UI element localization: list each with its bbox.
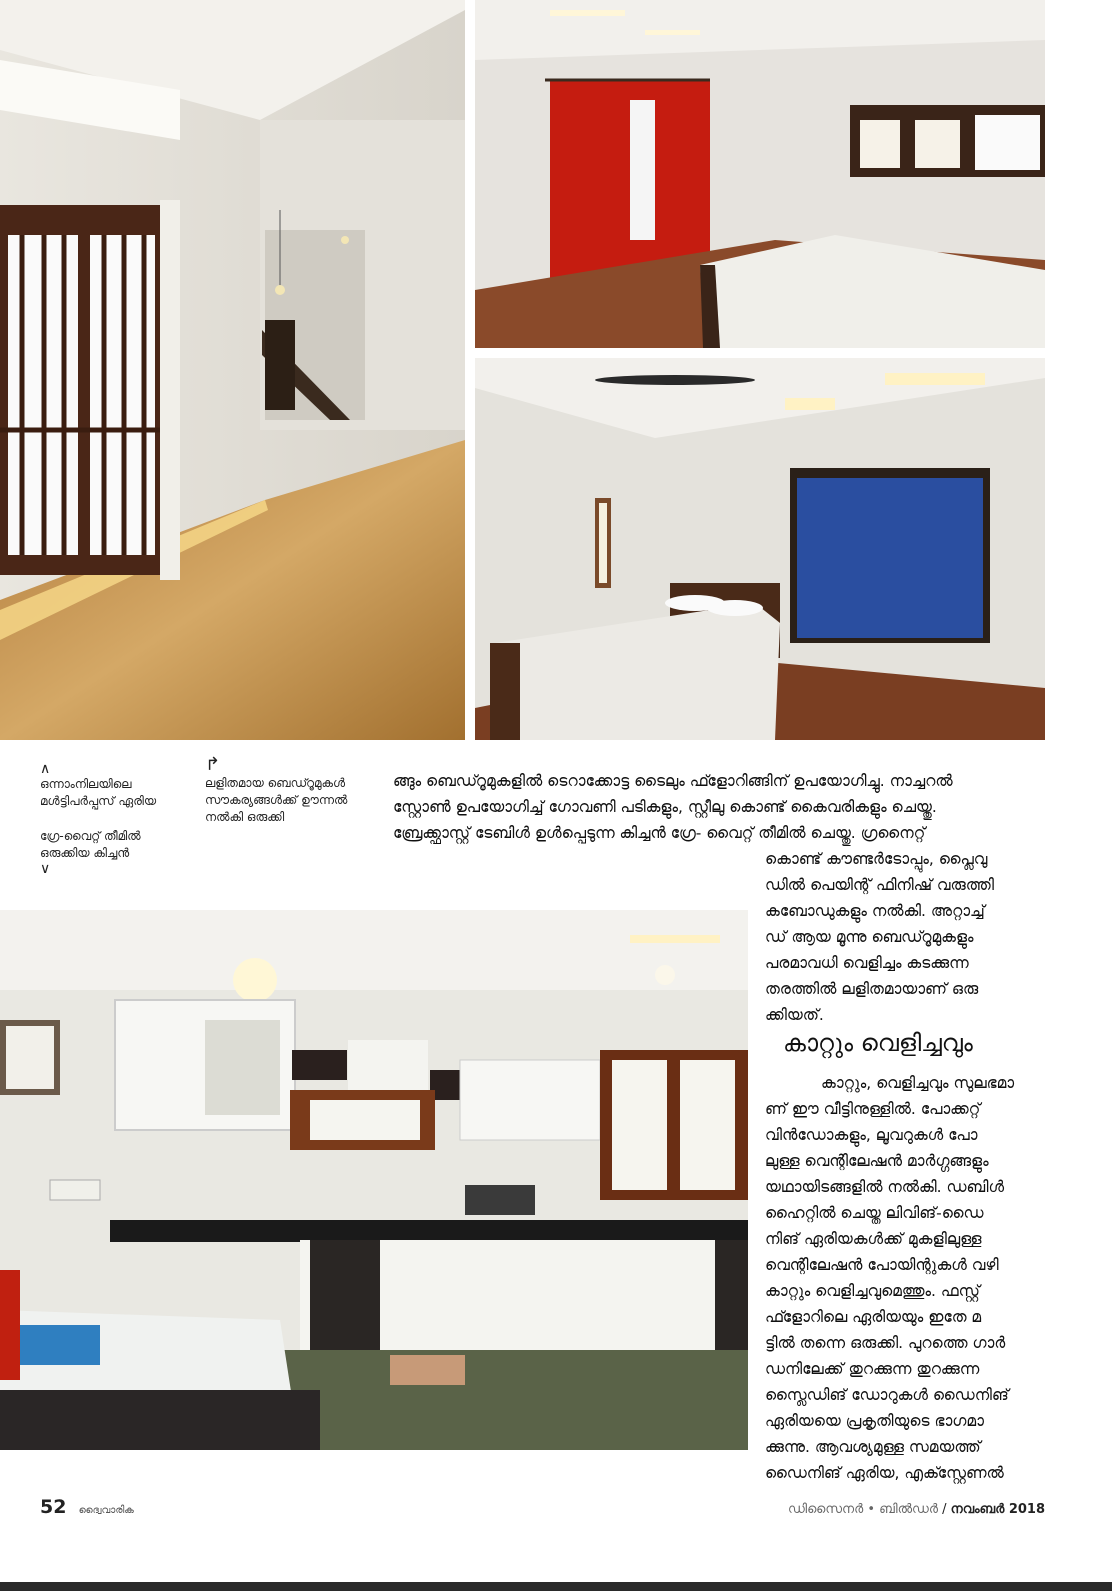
text-line: ഹൈറ്റിൽ ചെയ്ത ലിവിങ്-ഡൈ bbox=[765, 1204, 984, 1222]
article-top-wide bbox=[393, 768, 1045, 846]
footer-left bbox=[40, 1496, 134, 1518]
text-line: സ്റ്റോൺ ഉപയോഗിച്ച് ഗോവണി പടികളും, സ്റ്റീലു കൊണ്ട് കൈവരികളും ചെയ്തു. bbox=[393, 798, 937, 816]
issue-date: നവംബർ 2018 bbox=[950, 1502, 1045, 1517]
magazine-mark: ദ്വൈവാരിക bbox=[78, 1505, 134, 1516]
section-heading: കാറ്റും വെളിച്ചവും bbox=[783, 1029, 973, 1057]
caption-line: ലളിതമായ ബെഡ്റൂമുകൾ bbox=[205, 776, 346, 790]
photo-bedroom-red-curtains bbox=[475, 0, 1045, 348]
caption-line: സൗകര്യങ്ങൾക്ക് ഊന്നൽ bbox=[205, 793, 348, 807]
text-line: കാറ്റും വെളിച്ചവുമെത്തും. ഫസ്റ്റ് bbox=[765, 1282, 980, 1300]
photo-kitchen bbox=[0, 910, 748, 1450]
text-line: യഥായിടങ്ങളിൽ നൽകി. ഡബിൾ bbox=[765, 1178, 1005, 1196]
text-line: വെന്റിലേഷൻ പോയിന്റുകൾ വഴി bbox=[765, 1256, 999, 1274]
text-line: ഡൈനിങ് ഏരിയ, എക്സ്റ്റേണൽ bbox=[765, 1464, 1004, 1482]
caption-right bbox=[205, 755, 385, 826]
text-line: സ്ലൈഡിങ് ഡോറുകൾ ഡൈനിങ് bbox=[765, 1386, 1009, 1404]
page-number: 52 bbox=[40, 1496, 67, 1518]
article-section-body bbox=[765, 1070, 1045, 1486]
text-line: നിങ് ഏരിയകൾക്ക് മുകളിലുള്ള bbox=[765, 1230, 982, 1248]
footer-separator: / bbox=[942, 1502, 947, 1517]
text-line: കബോഡുകളും നൽകി. അറ്റാച്ച് bbox=[765, 902, 985, 920]
text-line: കൊണ്ട് കൗണ്ടർടോപ്പും, പ്ലൈവു bbox=[765, 850, 988, 868]
text-line: ക്കിയത്. bbox=[765, 1006, 824, 1024]
caption-line: മൾട്ടിപർപ്പസ് ഏരിയ bbox=[40, 794, 157, 808]
caption-line: ഒന്നാംനിലയിലെ bbox=[40, 777, 132, 791]
footer-right bbox=[715, 1502, 1045, 1517]
text-line: ഏരിയയെ പ്രകൃതിയുടെ ഭാഗമാ bbox=[765, 1412, 984, 1430]
text-line: ങ്ങും ബെഡ്റൂമുകളിൽ ടെറാക്കോട്ട ടൈലും ഫ്ളോറിങ്ങിന് ഉപയോഗിച്ചു. നാച്ചറൽ bbox=[393, 772, 953, 790]
text-line: ക്കുന്നു. ആവശ്യമുള്ള സമയത്ത് bbox=[765, 1438, 981, 1456]
text-line: വിൻഡോകളും, ലൂവറുകൾ പോ bbox=[765, 1126, 978, 1144]
article-top-narrow bbox=[765, 846, 1045, 1028]
text-line: തരത്തിൽ ലളിതമായാണ് ഒരു bbox=[765, 980, 979, 998]
text-line: ഫ്ളോറിലെ ഏരിയയും ഇതേ മ bbox=[765, 1308, 982, 1326]
text-line: ഡനിലേക്ക് തുറക്കുന്ന തുറക്കുന്ന bbox=[765, 1360, 980, 1378]
arrow-up-icon: ∧ bbox=[40, 761, 51, 777]
text-line: പരമാവധി വെളിച്ചം കടക്കുന്ന bbox=[765, 954, 969, 972]
photo-multipurpose-area bbox=[0, 0, 465, 740]
text-line: ണ് ഈ വീട്ടിനുള്ളിൽ. പോക്കറ്റ് bbox=[765, 1100, 981, 1118]
bottom-edge bbox=[0, 1582, 1112, 1591]
text-line: കാറ്റും, വെളിച്ചവും സുലഭമാ bbox=[821, 1074, 1015, 1092]
caption-left bbox=[40, 762, 200, 876]
caption-line: ഒരുക്കിയ കിച്ചൻ bbox=[40, 846, 130, 860]
arrow-down-icon: ∨ bbox=[40, 861, 51, 877]
text-line: ലുള്ള വെന്റിലേഷൻ മാർഗ്ഗങ്ങളും bbox=[765, 1152, 989, 1170]
photo-bedroom-blue-curtains bbox=[475, 358, 1045, 740]
text-line: ബ്രേക്ക്ഫാസ്റ്റ് ടേബിൾ ഉൾപ്പെടുന്ന കിച്ചൻ ഗ്രേ- വൈറ്റ് തീമിൽ ചെയ്തു. ഗ്രനൈറ്റ് bbox=[393, 824, 926, 842]
caption-line: നൽകി ഒരുക്കി bbox=[205, 810, 285, 824]
caption-line: ഗ്രേ-വൈറ്റ് തീമിൽ bbox=[40, 829, 141, 843]
text-line: ഡിൽ പെയിന്റ് ഫിനിഷ് വരുത്തി bbox=[765, 876, 994, 894]
publication-name: ഡിസൈനർ • ബിൽഡർ bbox=[788, 1502, 938, 1517]
text-line: ട്ടിൽ തന്നെ ഒരുക്കി. പുറത്തെ ഗാർ bbox=[765, 1334, 1006, 1352]
text-line: ഡ് ആയ മൂന്നു ബെഡ്റൂമുകളും bbox=[765, 928, 974, 946]
arrow-corner-icon: ↱ bbox=[205, 754, 221, 775]
